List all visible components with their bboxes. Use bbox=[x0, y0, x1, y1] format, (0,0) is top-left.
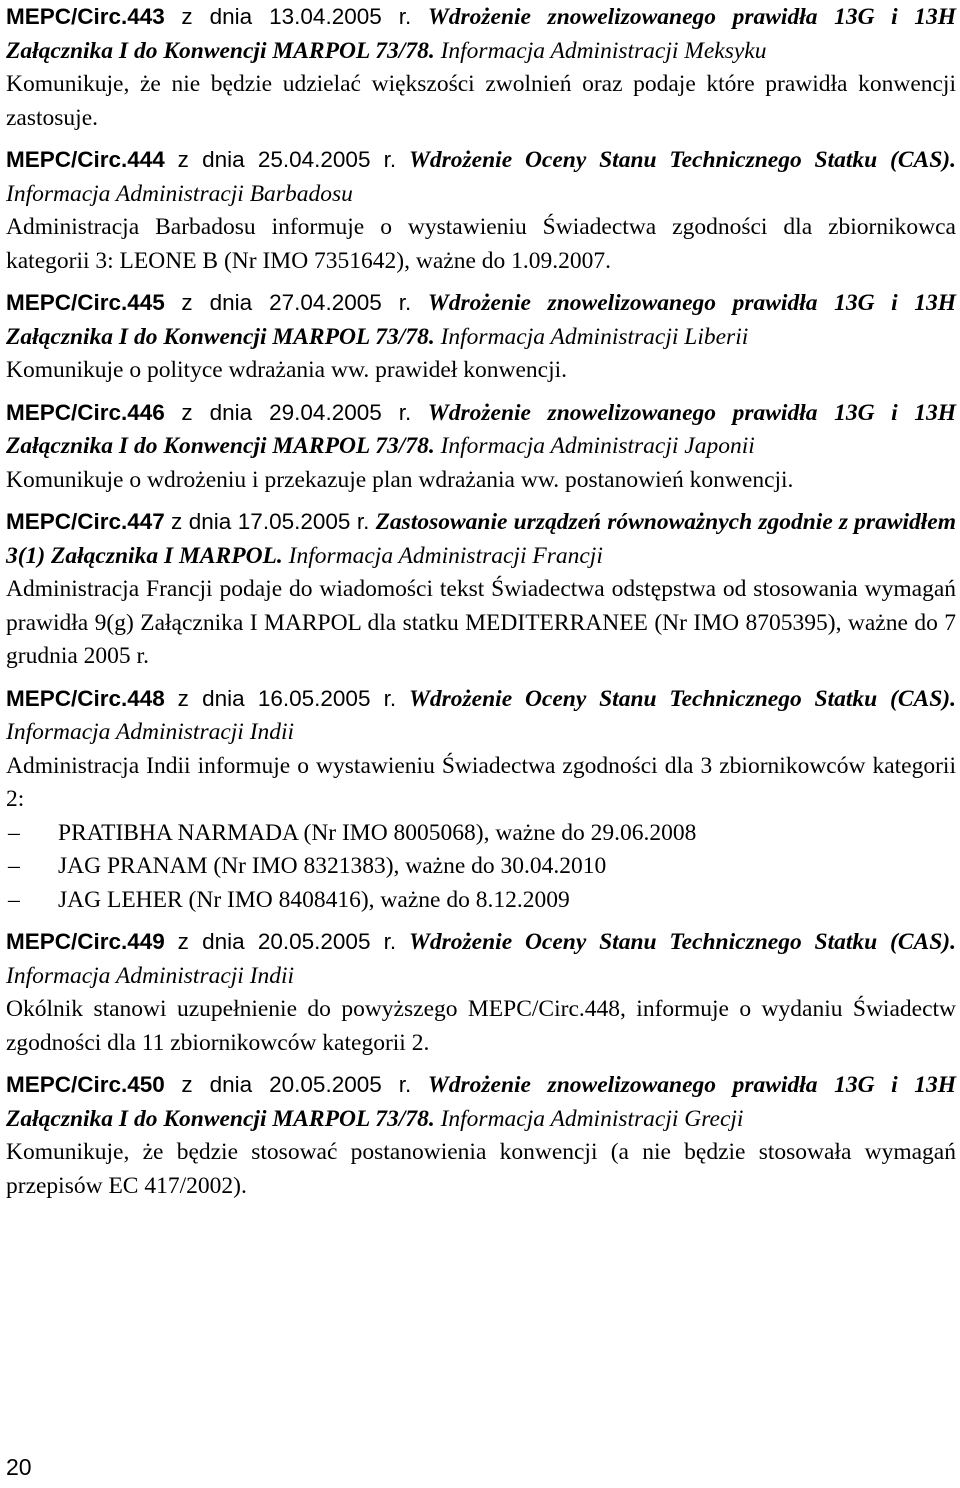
circular-administration: Informacja Administracji Japonii bbox=[440, 433, 755, 459]
circular-entry bbox=[6, 143, 956, 278]
circular-date: z dnia 20.05.2005 r. bbox=[177, 929, 397, 954]
entry-heading bbox=[6, 143, 956, 211]
circular-code: MEPC/Circ.448 bbox=[6, 685, 165, 711]
entry-heading bbox=[6, 925, 956, 993]
entry-heading bbox=[6, 0, 956, 68]
entry-heading bbox=[6, 286, 956, 354]
circular-entry bbox=[6, 925, 956, 1060]
circular-date: z dnia 29.04.2005 r. bbox=[181, 399, 412, 425]
entry-heading bbox=[6, 682, 956, 750]
circular-date: z dnia 20.05.2005 r. bbox=[181, 1072, 412, 1097]
circular-title: Wdrożenie znowelizowanego prawidła 13G i 13H Załącznika I do Konwencji MARPOL 73/78. bbox=[6, 399, 957, 459]
circular-entry bbox=[6, 0, 956, 135]
circular-entry bbox=[6, 682, 956, 918]
circular-administration: Informacja Administracji Liberii bbox=[440, 323, 749, 350]
circular-entry bbox=[6, 1068, 956, 1203]
circular-administration: Informacja Administracji Indii bbox=[6, 719, 295, 745]
circular-administration: Informacja Administracji Barbadosu bbox=[6, 180, 353, 207]
circular-description: Komunikuje o wdrożeniu i przekazuje plan wdrażania ww. postanowień konwencji. bbox=[6, 466, 794, 493]
circular-title: Wdrożenie znowelizowanego prawidła 13G i 13H Załącznika I do Konwencji MARPOL 73/78. bbox=[6, 1072, 957, 1132]
circular-description: Administracja Indii informuje o wystawieniu Świadectwa zgodności dla 3 zbiornikowców kategorii 2: bbox=[6, 752, 956, 812]
list-item-text: PRATIBHA NARMADA (Nr IMO 8005068), ważne do 29.06.2008 bbox=[58, 819, 697, 846]
circular-date: z dnia 13.04.2005 r. bbox=[181, 4, 412, 29]
circular-description: Komunikuje, że nie będzie udzielać większości zwolnień oraz podaje które prawidła konwencji zastosuje. bbox=[6, 71, 956, 131]
circular-date: z dnia 16.05.2005 r. bbox=[177, 685, 397, 711]
list-dash: – bbox=[8, 853, 20, 879]
circular-title: Wdrożenie Oceny Stanu Technicznego Statku (CAS). bbox=[408, 685, 957, 712]
circular-code: MEPC/Circ.449 bbox=[6, 929, 165, 954]
list-item-text: JAG LEHER (Nr IMO 8408416), ważne do 8.12.2009 bbox=[58, 886, 570, 913]
circular-title: Wdrożenie znowelizowanego prawidła 13G i 13H Załącznika I do Konwencji MARPOL 73/78. bbox=[6, 4, 957, 64]
circular-entry bbox=[6, 505, 956, 674]
list-item bbox=[6, 884, 956, 918]
circular-code: MEPC/Circ.446 bbox=[6, 399, 165, 425]
circular-code: MEPC/Circ.450 bbox=[6, 1072, 165, 1097]
circular-title: Wdrożenie Oceny Stanu Technicznego Statku (CAS). bbox=[408, 147, 957, 173]
list-dash: – bbox=[8, 886, 20, 913]
list-item bbox=[6, 817, 956, 851]
circular-title: Wdrożenie znowelizowanego prawidła 13G i 13H Załącznika I do Konwencji MARPOL 73/78. bbox=[6, 290, 957, 350]
circular-administration: Informacja Administracji Indii bbox=[6, 962, 295, 989]
list-dash: – bbox=[8, 819, 20, 846]
entry-heading bbox=[6, 1068, 956, 1136]
circular-code: MEPC/Circ.445 bbox=[6, 290, 165, 315]
entry-heading bbox=[6, 396, 956, 464]
circular-description: Okólnik stanowi uzupełnienie do powyższego MEPC/Circ.448, informuje o wydaniu Świadectw zgodności dla 11 zbiornikowców kategorii 2. bbox=[6, 996, 956, 1056]
circular-administration: Informacja Administracji Francji bbox=[288, 542, 603, 569]
circular-code: MEPC/Circ.443 bbox=[6, 4, 165, 29]
circular-date: z dnia 17.05.2005 r. bbox=[170, 509, 370, 534]
entry-heading bbox=[6, 505, 956, 573]
circular-date: z dnia 27.04.2005 r. bbox=[181, 290, 412, 315]
circular-code: MEPC/Circ.444 bbox=[6, 147, 165, 172]
circular-administration: Informacja Administracji Grecji bbox=[440, 1105, 744, 1132]
circular-entry bbox=[6, 286, 956, 388]
circular-title: Wdrożenie Oceny Stanu Technicznego Statku (CAS). bbox=[408, 929, 957, 955]
document-page bbox=[6, 0, 956, 1211]
circular-description: Komunikuje, że będzie stosować postanowienia konwencji (a nie będzie stosowała wymagań przepisów EC 417/2002). bbox=[6, 1139, 956, 1199]
circular-entry bbox=[6, 396, 956, 498]
circular-date: z dnia 25.04.2005 r. bbox=[177, 147, 397, 172]
list-item bbox=[6, 850, 956, 884]
page-number: 20 bbox=[6, 1454, 32, 1480]
circular-description: Administracja Barbadosu informuje o wystawieniu Świadectwa zgodności dla zbiornikowca kategorii 3: LEONE B (Nr IMO 7351642), ważne do 1.09.2007. bbox=[6, 214, 956, 274]
circular-description: Komunikuje o polityce wdrażania ww. prawideł konwencji. bbox=[6, 357, 568, 383]
circular-code: MEPC/Circ.447 bbox=[6, 509, 165, 534]
circular-administration: Informacja Administracji Meksyku bbox=[440, 37, 767, 64]
circular-description: Administracja Francji podaje do wiadomości tekst Świadectwa odstępstwa od stosowania wymagań prawidła 9(g) Załącznika I MARPOL dla statku MEDITERRANEE (Nr IMO 8705395), ważne do 7 grudnia 2005 r. bbox=[6, 576, 956, 669]
circular-title: Zastosowanie urządzeń równoważnych zgodnie z prawidłem 3(1) Załącznika I MARPOL. bbox=[6, 509, 957, 569]
list-item-text: JAG PRANAM (Nr IMO 8321383), ważne do 30.04.2010 bbox=[58, 853, 607, 879]
tanker-list bbox=[6, 817, 956, 918]
